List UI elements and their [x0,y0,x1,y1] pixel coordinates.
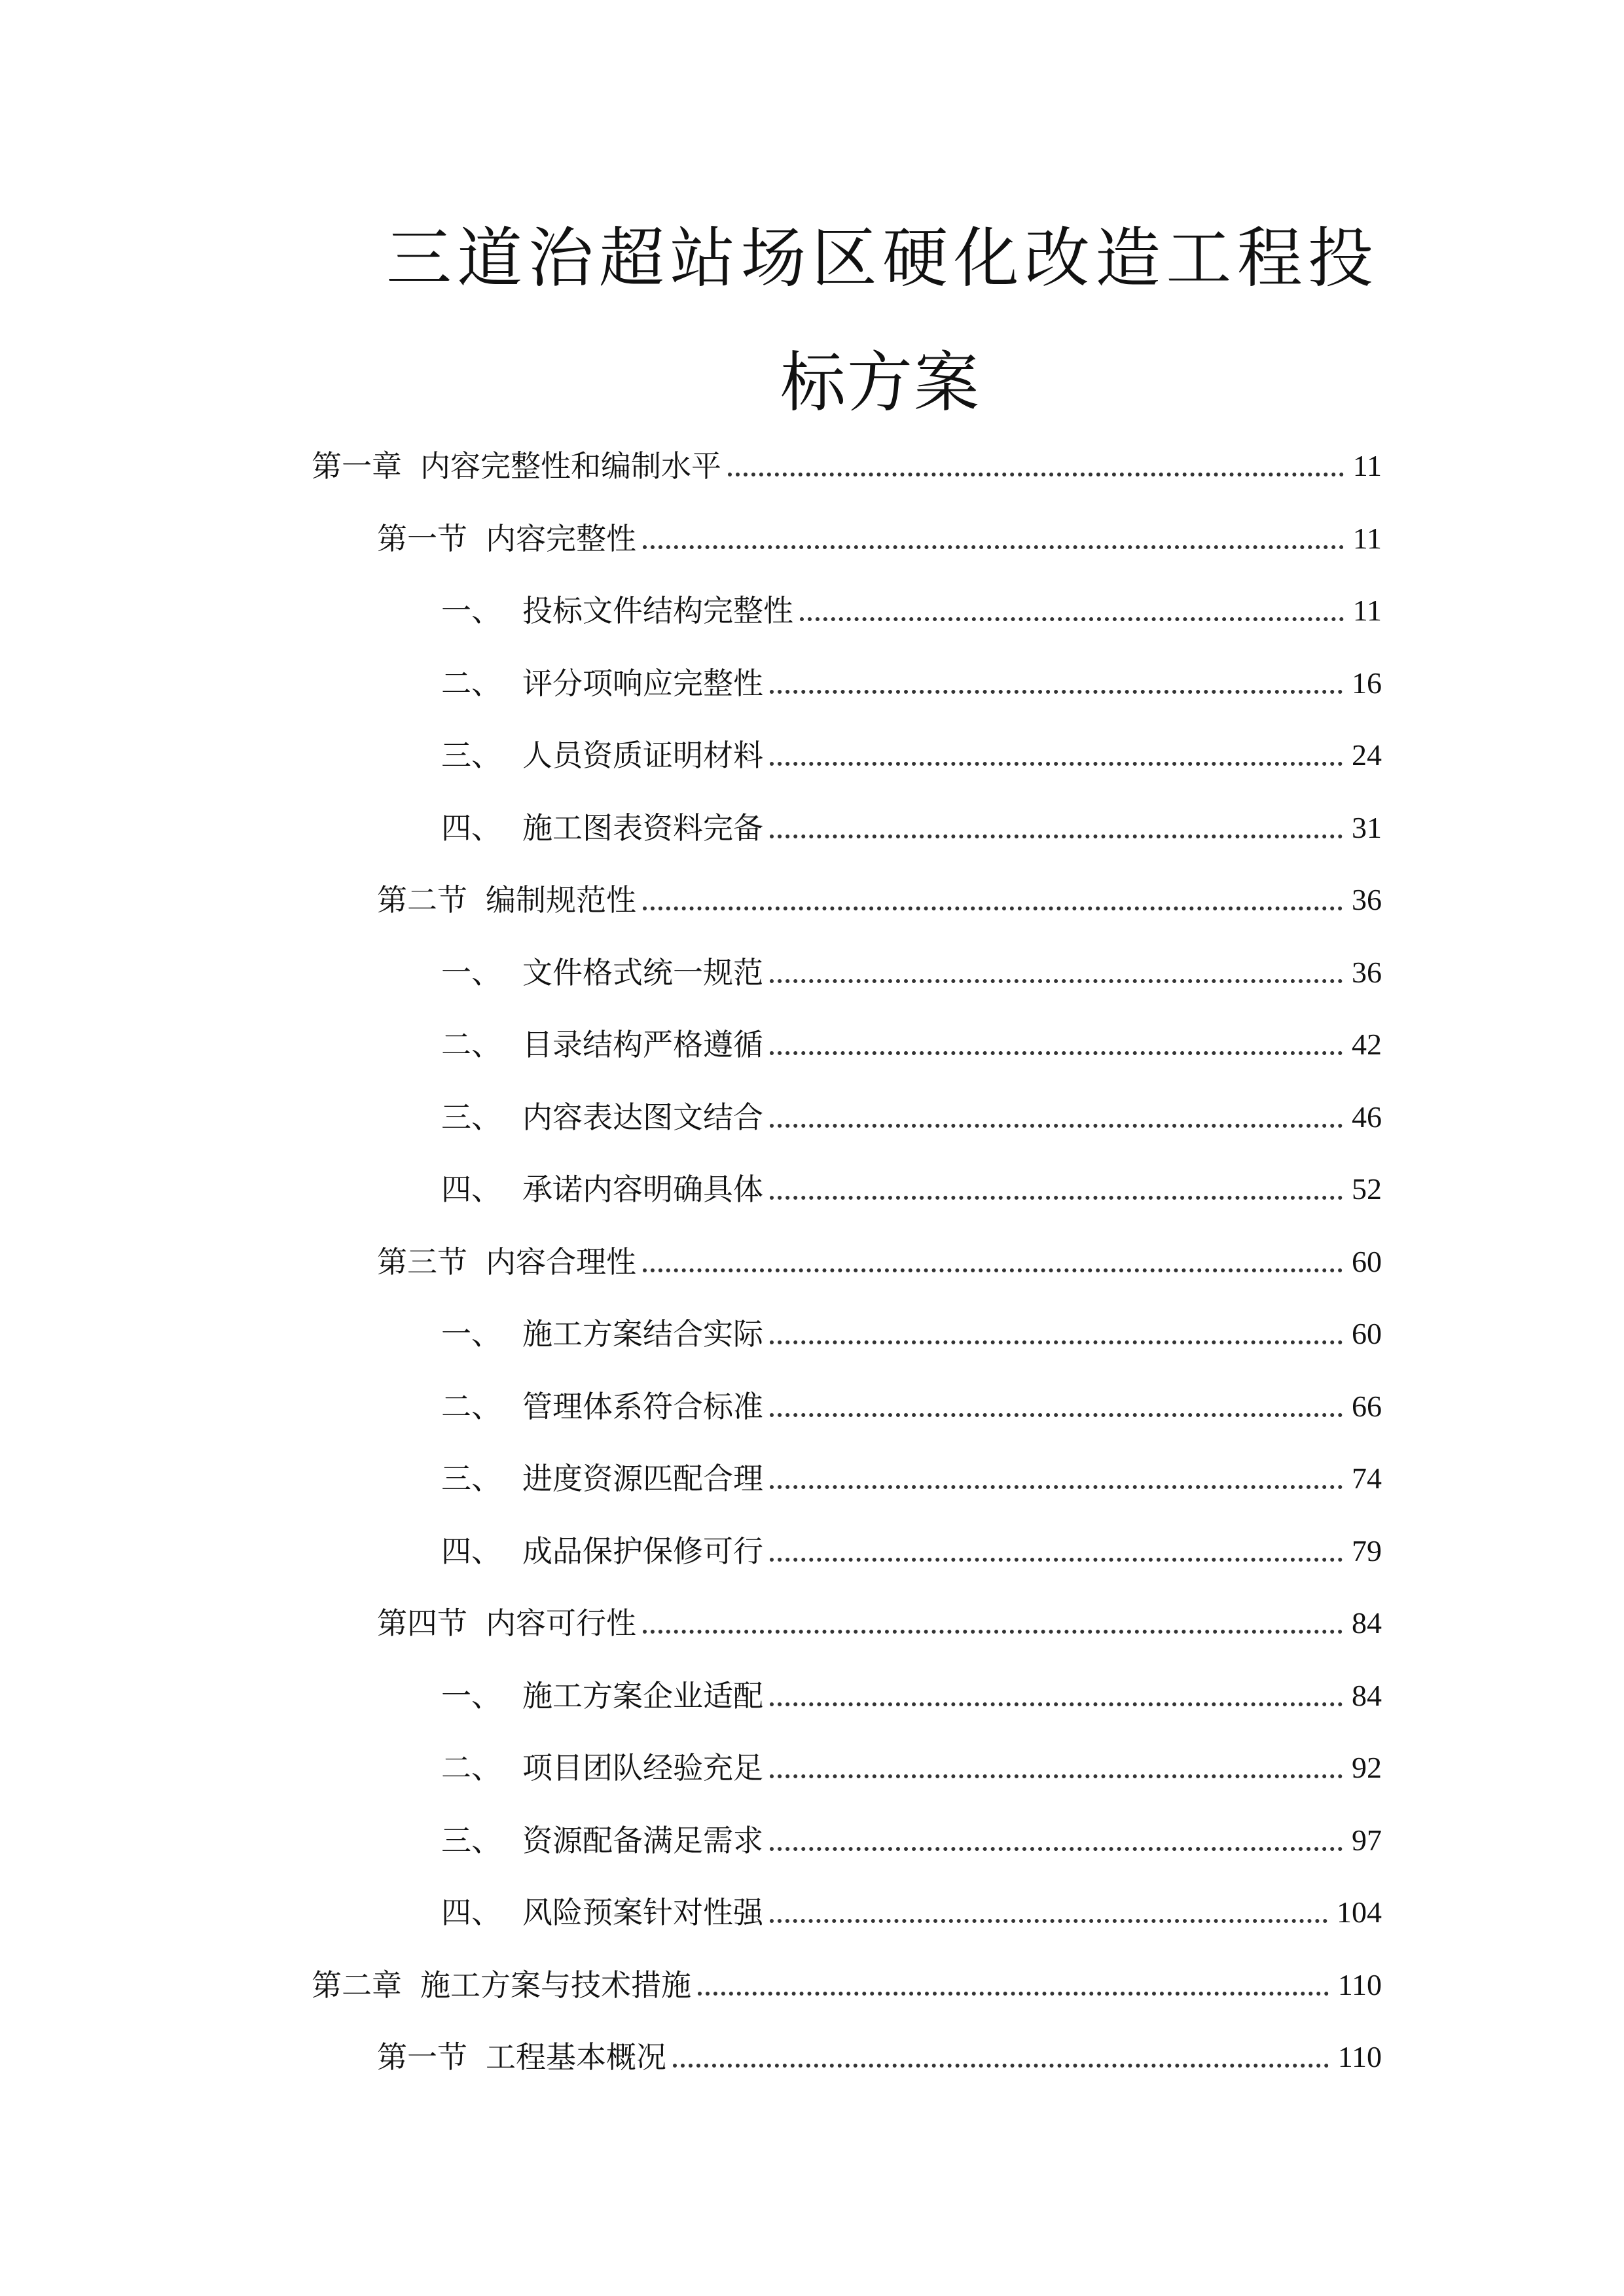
toc-entry-label: 内容合理性 [486,1244,636,1280]
toc-entry-label: 内容完整性和编制水平 [420,448,721,484]
toc-entry[interactable] [441,1525,1382,1571]
toc-entry-number: 第四节 [377,1605,467,1641]
toc-entry[interactable] [312,440,1382,486]
toc-entry-page-number: 52 [1352,1172,1382,1206]
toc-entry[interactable] [377,2031,1382,2077]
toc-entry-label: 施工方案与技术措施 [420,1967,691,2003]
toc-dot-leader [770,1196,1343,1200]
toc-entry-number: 第一节 [377,2039,467,2075]
toc-entry-label: 工程基本概况 [486,2039,666,2075]
toc-dot-leader [643,545,1344,549]
toc-entry-label: 内容表达图文结合 [522,1100,763,1135]
toc-dot-leader [770,1702,1343,1706]
toc-entry-number: 二、 [441,666,501,701]
toc-entry[interactable] [441,1742,1382,1787]
toc-entry-page-number: 36 [1352,883,1382,916]
toc-entry[interactable] [441,1670,1382,1715]
toc-entry-page-number: 104 [1337,1895,1382,1929]
toc-entry-number: 一、 [441,593,501,628]
toc-entry-page-number: 60 [1352,1317,1382,1350]
toc-entry[interactable] [441,1452,1382,1498]
toc-entry-page-number: 11 [1352,522,1382,555]
toc-entry[interactable] [441,1308,1382,1354]
toc-entry-label: 内容完整性 [486,521,636,556]
toc-entry[interactable] [377,874,1382,920]
toc-entry-label: 资源配备满足需求 [522,1823,763,1858]
toc-entry-label: 进度资源匹配合理 [522,1461,763,1496]
toc-entry-label: 项目团队经验充足 [522,1750,763,1785]
toc-entry[interactable] [377,1597,1382,1643]
toc-entry-number: 一、 [441,955,501,990]
toc-dot-leader [770,1919,1327,1923]
toc-dot-leader [770,1558,1343,1562]
toc-dot-leader [770,762,1343,766]
toc-entry-number: 一、 [441,1316,501,1352]
toc-entry-label: 风险预案针对性强 [522,1895,763,1930]
toc-entry-page-number: 84 [1352,1679,1382,1712]
toc-entry-page-number: 31 [1352,811,1382,844]
toc-entry[interactable] [441,1380,1382,1426]
toc-dot-leader [770,1051,1343,1055]
toc-entry[interactable] [312,1959,1382,2005]
toc-entry-number: 四、 [441,1895,501,1930]
toc-entry-number: 第三节 [377,1244,467,1280]
toc-entry-label: 承诺内容明确具体 [522,1172,763,1207]
toc-entry-page-number: 110 [1337,2040,1382,2073]
toc-entry-number: 第二章 [312,1967,402,2003]
toc-entry-page-number: 24 [1352,738,1382,772]
toc-entry-page-number: 46 [1352,1100,1382,1134]
toc-entry-label: 施工方案企业适配 [522,1678,763,1713]
toc-entry[interactable] [377,1236,1382,1282]
toc-entry-page-number: 84 [1352,1606,1382,1640]
toc-entry-page-number: 42 [1352,1028,1382,1061]
toc-dot-leader [770,1774,1343,1778]
toc-entry-label: 内容可行性 [486,1605,636,1641]
toc-entry-number: 一、 [441,1678,501,1713]
toc-entry[interactable] [441,1018,1382,1064]
toc-entry-page-number: 11 [1352,449,1382,482]
toc-dot-leader [770,979,1343,983]
toc-entry-label: 成品保护保修可行 [522,1534,763,1569]
toc-entry-label: 施工图表资料完备 [522,810,763,846]
toc-dot-leader [770,1847,1343,1851]
toc-dot-leader [800,617,1344,621]
toc-entry-page-number: 11 [1352,594,1382,627]
toc-entry-label: 目录结构严格遵循 [522,1027,763,1062]
toc-dot-leader [770,834,1343,838]
toc-entry-label: 施工方案结合实际 [522,1316,763,1352]
toc-dot-leader [770,1485,1343,1489]
toc-entry-number: 四、 [441,1172,501,1207]
toc-entry-number: 二、 [441,1027,501,1062]
toc-dot-leader [770,1340,1343,1344]
toc-dot-leader [698,1992,1329,1996]
toc-entry[interactable] [441,802,1382,848]
toc-entry-number: 三、 [441,1461,501,1496]
toc-entry-number: 三、 [441,1100,501,1135]
toc-entry-number: 第一节 [377,521,467,556]
toc-entry-page-number: 110 [1337,1968,1382,2001]
toc-entry-label: 投标文件结构完整性 [522,593,793,628]
toc-entry-label: 文件格式统一规范 [522,955,763,990]
toc-dot-leader [770,1413,1343,1417]
toc-entry[interactable] [441,1886,1382,1932]
toc-entry-label: 编制规范性 [486,882,636,918]
toc-entry-number: 第二节 [377,882,467,918]
toc-entry[interactable] [441,1091,1382,1137]
toc-entry-number: 四、 [441,1534,501,1569]
toc-entry[interactable] [441,1163,1382,1209]
toc-entry[interactable] [441,1814,1382,1860]
toc-entry-page-number: 97 [1352,1823,1382,1857]
toc-entry[interactable] [441,946,1382,992]
toc-entry-page-number: 36 [1352,956,1382,989]
toc-entry-page-number: 66 [1352,1390,1382,1423]
toc-entry-label: 人员资质证明材料 [522,738,763,773]
toc-entry-label: 评分项响应完整性 [522,666,763,701]
toc-entry-number: 第一章 [312,448,402,484]
toc-entry-number: 四、 [441,810,501,846]
toc-entry[interactable] [441,729,1382,775]
toc-dot-leader [673,2064,1329,2068]
toc-dot-leader [728,473,1344,476]
toc-entry-page-number: 60 [1352,1245,1382,1278]
toc-entry-page-number: 74 [1352,1462,1382,1495]
toc-entry-page-number: 79 [1352,1534,1382,1568]
toc-entry[interactable] [441,584,1382,630]
toc-dot-leader [643,1268,1343,1272]
toc-entry-page-number: 92 [1352,1751,1382,1784]
toc-entry-number: 三、 [441,738,501,773]
toc-entry-number: 二、 [441,1389,501,1424]
toc-dot-leader [770,690,1343,694]
toc-entry-number: 二、 [441,1750,501,1785]
toc-entry-label: 管理体系符合标准 [522,1389,763,1424]
document-title: 三道治超站场区硬化改造工程投标方案 [386,220,1375,421]
toc-entry[interactable] [377,512,1382,558]
toc-entry[interactable] [441,657,1382,703]
toc-dot-leader [643,1630,1343,1634]
toc-entry-number: 三、 [441,1823,501,1858]
toc-dot-leader [643,906,1343,910]
toc-dot-leader [770,1124,1343,1128]
toc-entry-page-number: 16 [1352,666,1382,700]
